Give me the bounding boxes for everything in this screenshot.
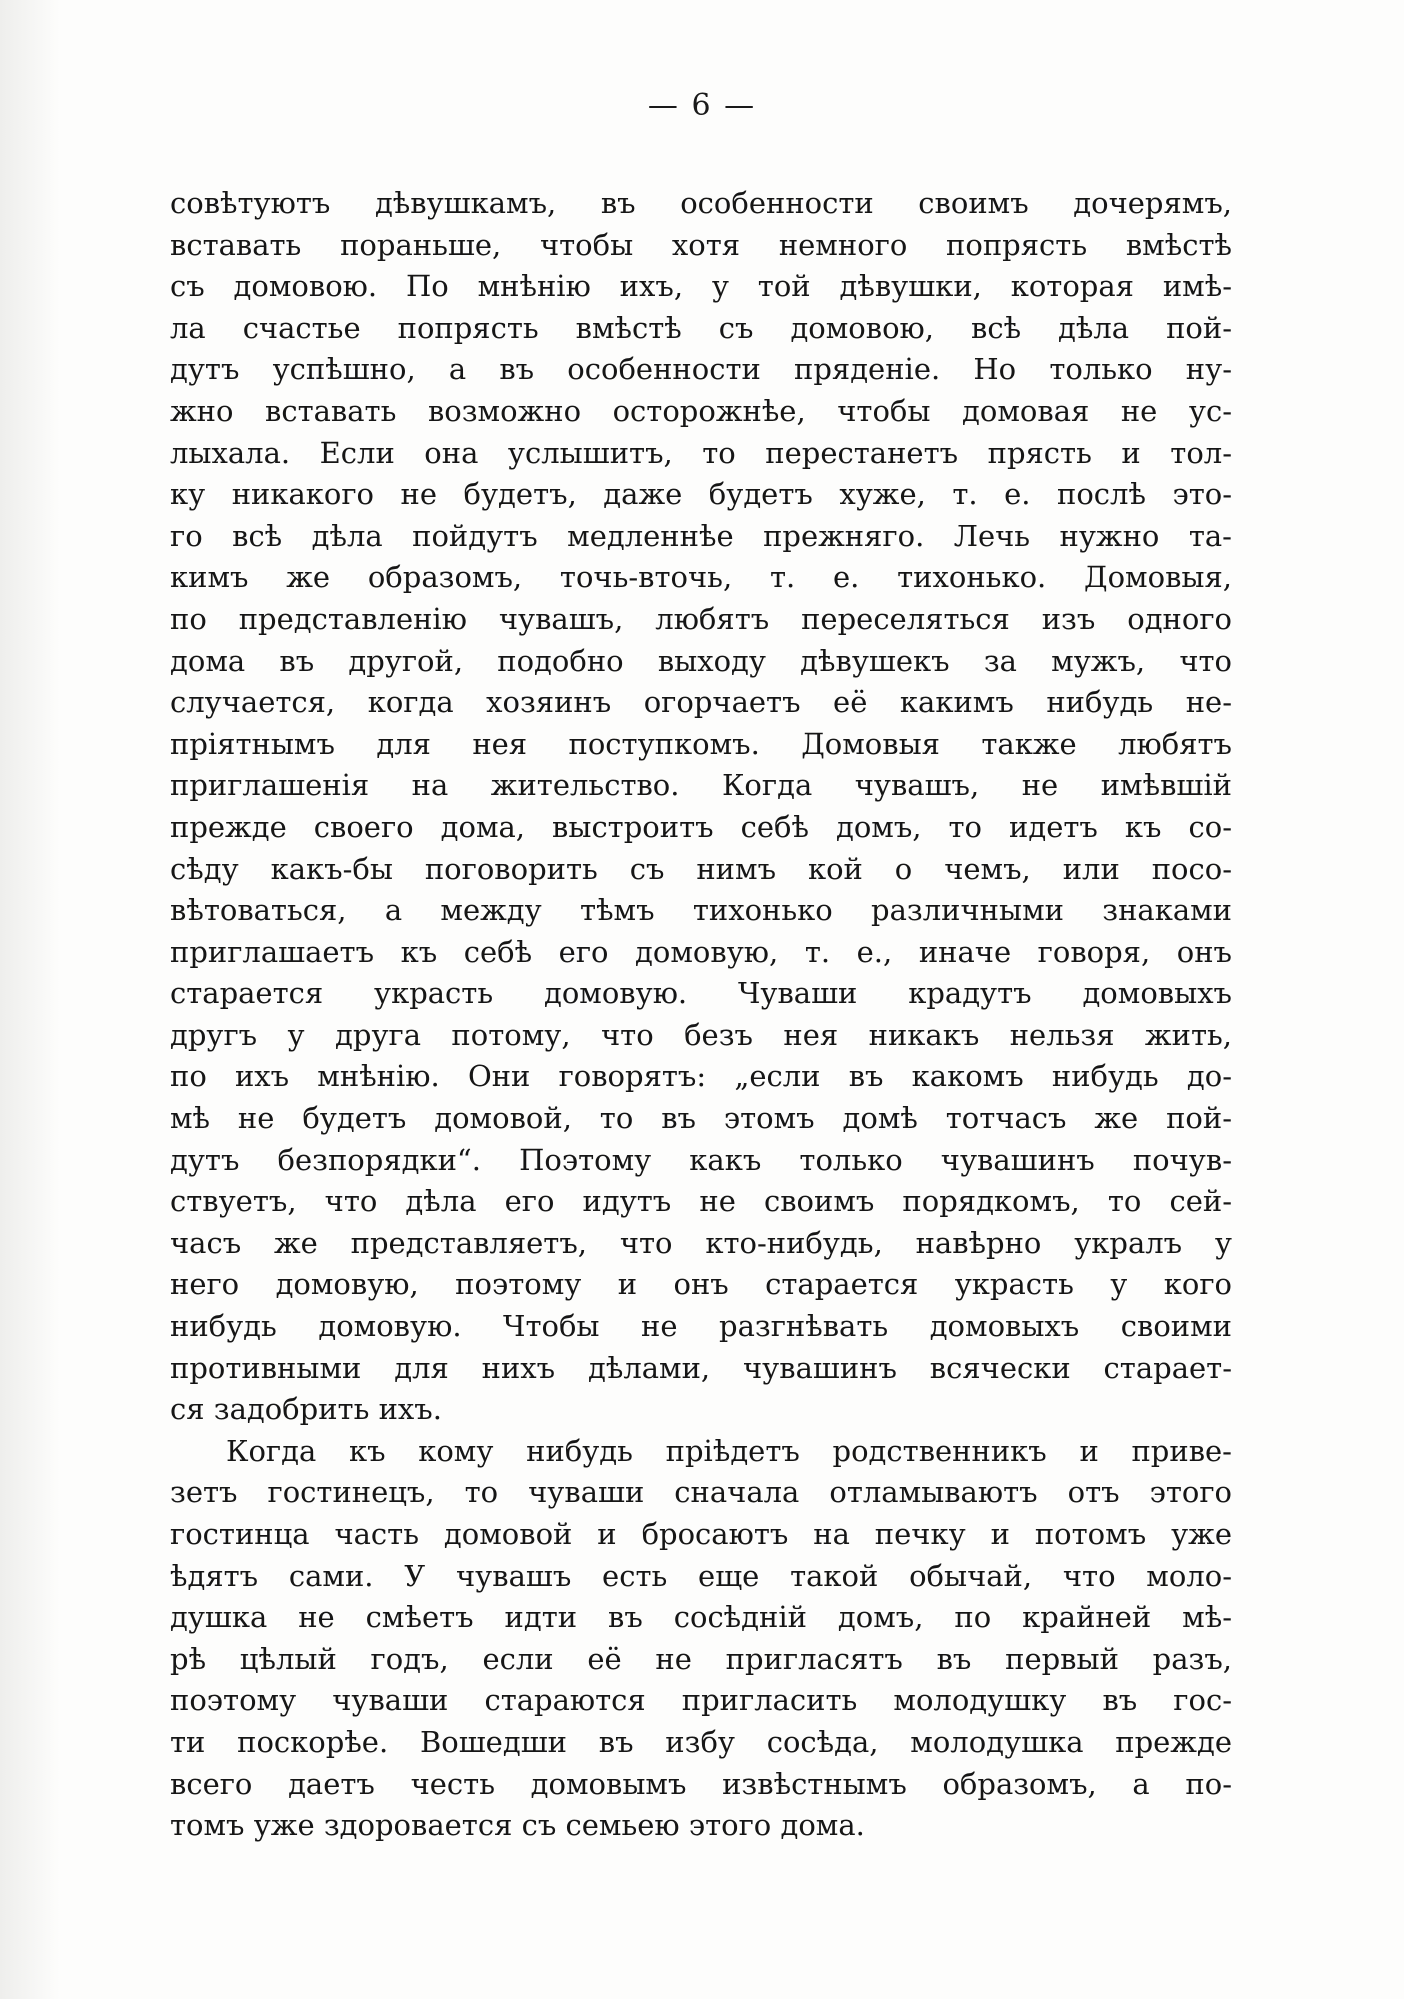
text-line: дома въ другой, подобно выходу дѣвушекъ за мужъ, что [170,643,1232,678]
text-line: рѣ цѣлый годъ, если её не пригласятъ въ первый разъ, [170,1641,1232,1676]
text-line: лыхала. Если она услышитъ, то перестанетъ прясть и тол- [170,435,1232,470]
text-line: всего даетъ честь домовымъ извѣстнымъ образомъ, а по- [170,1766,1232,1801]
text-line: приглашенія на жительство. Когда чувашъ, не имѣвшій [170,768,1232,803]
text-line: томъ уже здоровается съ семьею этого дома. [170,1808,865,1843]
text-line: пріятнымъ для нея поступкомъ. Домовыя также любятъ [170,726,1232,761]
text-line: него домовую, поэтому и онъ старается украсть у кого [170,1267,1232,1302]
page-number: — 6 — [647,88,757,123]
text-line: гостинца часть домовой и бросаютъ на печку и потомъ уже [170,1517,1232,1551]
text-line: сѣду какъ-бы поговорить съ нимъ кой о чемъ, или посо- [170,851,1232,886]
body-text [170,183,1232,1847]
text-line: случается, когда хозяинъ огорчаетъ её какимъ нибудь не- [170,685,1232,720]
paragraph-2 [170,1431,1232,1847]
text-line: вставать пораньше, чтобы хотя немного попрясть вмѣстѣ [170,227,1232,262]
text-line: зетъ гостинецъ, то чуваши сначала отламываютъ отъ этого [170,1475,1232,1510]
text-line: душка не смѣетъ идти въ сосѣдній домъ, по крайней мѣ- [170,1600,1232,1635]
scan-edge-shadow [0,0,60,1999]
text-line: часъ же представляетъ, что кто-нибудь, навѣрно укралъ у [170,1225,1232,1260]
text-line: приглашаетъ къ себѣ его домовую, т. е., иначе говоря, онъ [170,934,1232,969]
text-line: ти поскорѣе. Вошедши въ избу сосѣда, молодушка прежде [170,1724,1232,1759]
text-line: совѣтуютъ дѣвушкамъ, въ особенности своимъ дочерямъ, [170,186,1232,220]
text-line: ѣдятъ сами. У чувашъ есть еще такой обычай, что моло- [170,1558,1232,1593]
text-line: дутъ безпорядки“. Поэтому какъ только чувашинъ почув- [170,1142,1232,1177]
text-line: по ихъ мнѣнію. Они говорятъ: „если въ какомъ нибудь до- [170,1059,1232,1094]
text-line: нибудь домовую. Чтобы не разгнѣвать домовыхъ своими [170,1309,1232,1344]
paragraph-1 [170,183,1232,1431]
text-line: по представленію чувашъ, любятъ переселяться изъ одного [170,601,1232,636]
text-line: го всѣ дѣла пойдутъ медленнѣе прежняго. Лечь нужно та- [170,518,1232,553]
text-line: старается украсть домовую. Чуваши крадутъ домовыхъ [170,976,1232,1011]
text-line: мѣ не будетъ домовой, то въ этомъ домѣ тотчасъ же пой- [170,1101,1232,1136]
text-line: ку никакого не будетъ, даже будетъ хуже, т. е. послѣ это- [170,477,1232,512]
text-line: противными для нихъ дѣлами, чувашинъ всячески старает- [170,1350,1232,1385]
text-line: съ домовою. По мнѣнію ихъ, у той дѣвушки, которая имѣ- [170,269,1232,304]
text-line: ся задобрить ихъ. [170,1392,442,1427]
text-line: вѣтоваться, а между тѣмъ тихонько различными знаками [170,893,1232,928]
text-line: Когда къ кому нибудь пріѣдетъ родственникъ и приве- [226,1433,1232,1468]
text-line: кимъ же образомъ, точь-вточь, т. е. тихонько. Домовыя, [170,560,1232,595]
text-line: дутъ успѣшно, а въ особенности пряденіе. Но только ну- [170,352,1232,387]
text-line: прежде своего дома, выстроитъ себѣ домъ, то идетъ къ со- [170,809,1232,844]
text-line: ствуетъ, что дѣла его идутъ не своимъ порядкомъ, то сей- [170,1184,1232,1219]
text-line: другъ у друга потому, что безъ нея никакъ нельзя жить, [170,1017,1232,1052]
text-line: ла счастье попрясть вмѣстѣ съ домовою, всѣ дѣла пой- [170,310,1232,345]
text-line: поэтому чуваши стараются пригласить молодушку въ гос- [170,1683,1232,1718]
text-line: жно вставать возможно осторожнѣе, чтобы домовая не ус- [170,393,1232,428]
